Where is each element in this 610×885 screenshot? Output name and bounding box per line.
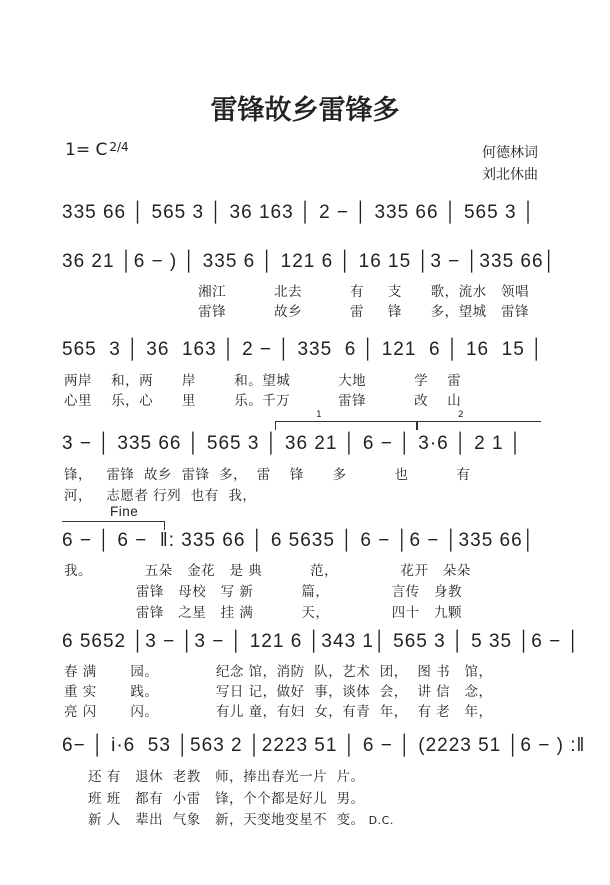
notation-row-6: 6 5652 │3 − │3 − │ 121 6 │343 1│ 565 3 │ 5 35 │6 − │ bbox=[62, 631, 581, 652]
lyrics-row-3-verse-2: 心里 乐，心 里 乐。千万 雷锋 改 山 bbox=[64, 393, 462, 409]
lyrics-row-5-verse-1: 我。 五朵 金花 是 典 范， 花开 朵朵 bbox=[64, 563, 471, 579]
key-signature bbox=[65, 140, 129, 160]
lyricist: 何德林词 bbox=[482, 145, 538, 161]
lyrics-row-3-verse-1: 两岸 和，两 岸 和。望城 大地 学 雷 bbox=[64, 373, 462, 389]
lyrics-row-6-verse-1: 春 满 园。 纪念 馆，消防 队，艺术 团， 图 书 馆， bbox=[64, 664, 493, 680]
notation-row-4: 3 − │ 335 66 │ 565 3 │ 36 21 │ 6 − │ 3·6 │ 2 1 │ bbox=[62, 433, 523, 454]
volta-2-label: 2 bbox=[458, 410, 464, 420]
notation-row-1: 335 66 │ 565 3 │ 36 163 │ 2 − │ 335 66 │ 565 3 │ bbox=[62, 202, 536, 223]
lyrics-row-7-verse-3: 新 人 辈出 气象 新，天变地变星不 变。 bbox=[64, 812, 365, 828]
lyrics-row-7-verse-3-line bbox=[64, 808, 394, 828]
composer: 刘北休曲 bbox=[482, 167, 538, 183]
volta-bracket bbox=[62, 521, 165, 530]
fine-marking: Fine bbox=[110, 504, 139, 519]
lyrics-row-2-verse-1: 湘江 北去 有 支 歌，流水 领唱 bbox=[64, 284, 530, 300]
key: 1= C bbox=[65, 140, 108, 160]
lyrics-row-4-verse-2: 河， 志愿者 行列 也有 我， bbox=[64, 488, 257, 504]
notation-row-2: 36 21 │6 − ) │ 335 6 │ 121 6 │ 16 15 │3 − │335 66│ bbox=[62, 251, 557, 272]
lyrics-row-7-verse-2: 班 班 都有 小雷 锋，个个都是好儿 男。 bbox=[64, 791, 365, 807]
lyrics-row-4-verse-1: 锋， 雷锋 故乡 雷锋 多， 雷 锋 多 也 有 bbox=[64, 467, 471, 483]
lyrics-row-7-verse-1: 还 有 退休 老教 师，捧出春光一片 片。 bbox=[64, 769, 365, 785]
notation-row-3: 565 3 │ 36 163 │ 2 − │ 335 6 │ 121 6 │ 16 15 │ bbox=[62, 339, 544, 360]
dc-marking: D.C. bbox=[368, 814, 394, 827]
song-title: 雷锋故乡雷锋多 bbox=[210, 95, 400, 126]
lyrics-row-5-verse-3: 雷锋 之星 挂 满 天， 四十 九颗 bbox=[64, 605, 462, 621]
notation-row-7: 6− │ i·6 53 │563 2 │2223 51 │ 6 − │ (2223 51 │6 − ) :‖ bbox=[62, 735, 586, 756]
lyrics-row-2-verse-2: 雷锋 故乡 雷 锋 多，望城 雷锋 bbox=[64, 304, 530, 320]
volta-1 bbox=[275, 410, 417, 430]
notation-row-5: 6 − │ 6 − ‖: 335 66 │ 6 5635 │ 6 − │6 − │335 66│ bbox=[62, 530, 536, 551]
time-signature: 2/4 bbox=[109, 140, 129, 154]
volta-1-label: 1 bbox=[316, 410, 322, 420]
lyrics-row-6-verse-2: 重 实 践。 写日 记，做好 事，谈体 会， 讲 信 念， bbox=[64, 684, 493, 700]
lyrics-row-6-verse-3: 亮 闪 闪。 有儿 童，有妇 女，有青 年， 有 老 年， bbox=[64, 704, 493, 720]
lyrics-row-5-verse-2: 雷锋 母校 写 新 篇， 言传 身教 bbox=[64, 584, 462, 600]
volta-2 bbox=[417, 410, 541, 430]
